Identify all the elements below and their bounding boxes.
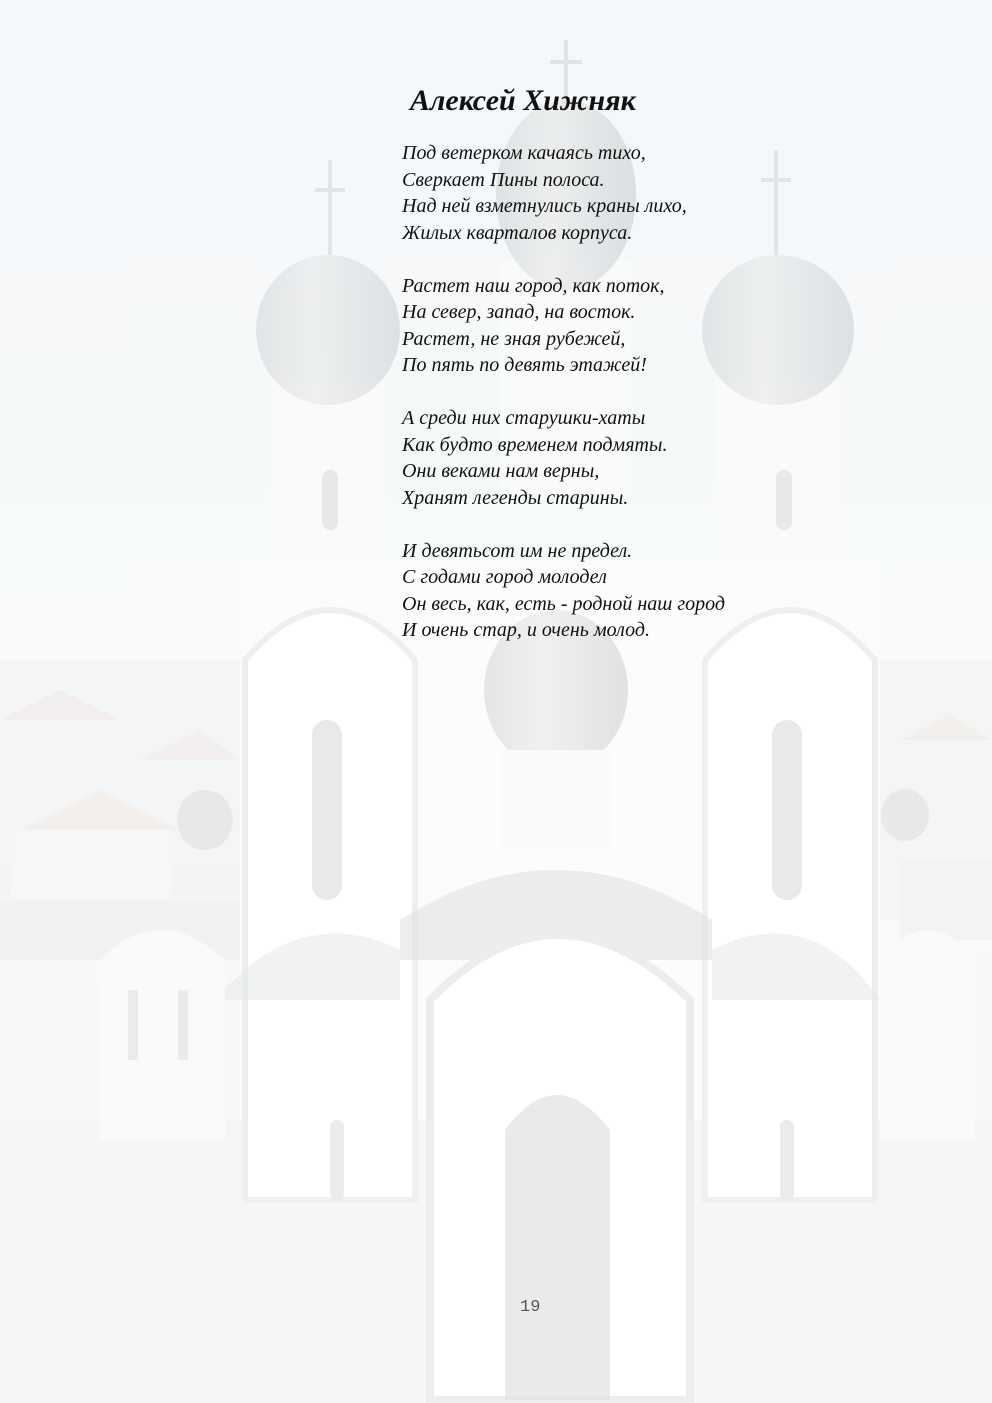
- poem-line: Над ней взметнулись краны лихо,: [402, 195, 687, 217]
- poem-stanza: [402, 273, 822, 379]
- poem-stanza: [402, 140, 822, 246]
- poem-line: Он весь, как, есть - родной наш город: [402, 592, 725, 615]
- poem-stanza: [402, 538, 822, 644]
- poem-line: Как будто временем подмяты.: [402, 433, 668, 456]
- page-number: 19: [520, 1298, 541, 1317]
- poem-line: Растет наш город, как поток,: [402, 274, 665, 297]
- poem-line: Под ветерком качаясь тихо,: [402, 142, 646, 164]
- poem-stanza: [402, 405, 822, 511]
- poem-line: И очень стар, и очень молод.: [402, 619, 650, 641]
- poem-line: Растет, не зная рубежей,: [402, 327, 626, 350]
- poem-line: Сверкает Пины полоса.: [402, 168, 605, 191]
- poem: [402, 140, 822, 670]
- poem-line: Они веками нам верны,: [402, 460, 600, 482]
- poem-line: А среди них старушки-хаты: [402, 407, 646, 429]
- poem-line: И девятьсот им не предел.: [402, 539, 633, 562]
- poem-line: По пять по девять этажей!: [402, 354, 647, 376]
- poem-line: С годами город молодел: [402, 566, 607, 588]
- poem-line: На север, запад, на восток.: [402, 301, 636, 323]
- author-title: Алексей Хижняк: [410, 84, 636, 117]
- poem-line: Хранят легенды старины.: [402, 486, 629, 509]
- poem-line: Жилых кварталов корпуса.: [402, 221, 633, 244]
